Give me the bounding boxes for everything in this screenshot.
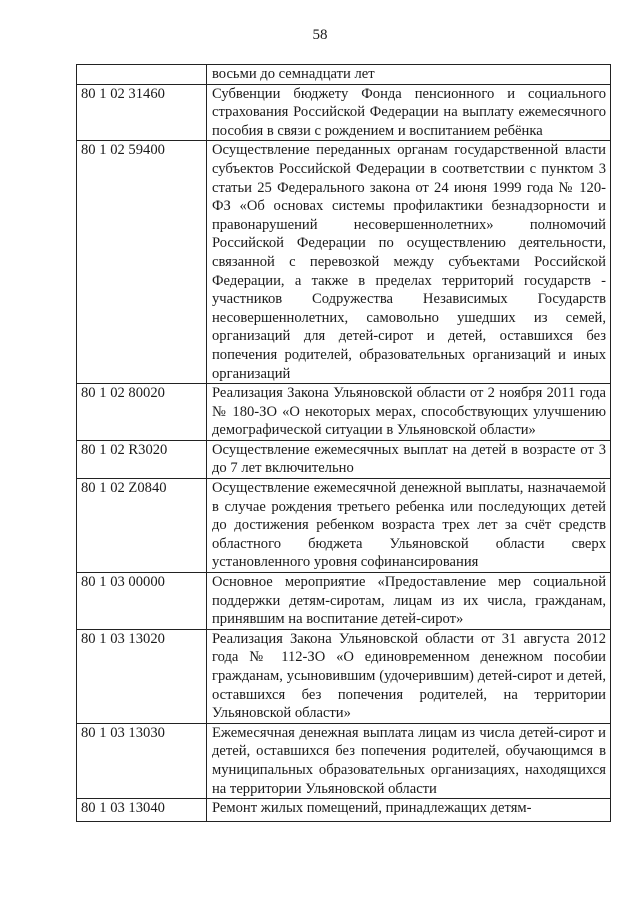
page-number: 58 [312,27,328,43]
budget-code: 80 1 03 13030 [77,723,207,798]
table-row [77,65,611,85]
budget-code: 80 1 02 59400 [77,141,207,384]
table-row [77,723,611,798]
budget-description: Основное мероприятие «Предоставление мер социальной поддержки детям-сиротам, лицам из их числа, гражданам, принявшим на воспитание детей-сирот» [207,573,611,630]
budget-description: Реализация Закона Ульяновской области от 31 августа 2012 года № 112-ЗО «О единовременном денежном пособии гражданам, усыновившим (удочерившим) детей-сирот и детей, оставшихся без попечения родителей, на территории Ульяновской области» [207,629,611,723]
budget-description: восьми до семнадцати лет [207,65,611,85]
budget-classification-table [76,64,611,822]
table-row [77,141,611,384]
table-row [77,84,611,141]
budget-description: Осуществление ежемесячных выплат на детей в возрасте от 3 до 7 лет включительно [207,440,611,478]
budget-code: 80 1 02 Z0840 [77,479,207,573]
table-row [77,573,611,630]
budget-description: Субвенции бюджету Фонда пенсионного и социального страхования Российской Федерации на выплату ежемесячного пособия в связи с рождением и воспитанием ребёнка [207,84,611,141]
budget-code: 80 1 02 31460 [77,84,207,141]
budget-description: Осуществление ежемесячной денежной выплаты, назначаемой в случае рождения третьего ребенка или последующих детей до достижения ребенком возраста трех лет за счёт средств областного бюджета Ульяновской области сверх установленного уровня софинансирования [207,479,611,573]
budget-description: Ежемесячная денежная выплата лицам из числа детей-сирот и детей, оставшихся без попечения родителей, обучающимся в муниципальных образовательных организациях, находящихся на территории Ульяновской области [207,723,611,798]
budget-code: 80 1 02 80020 [77,384,207,441]
table-row [77,629,611,723]
budget-code: 80 1 02 R3020 [77,440,207,478]
table-row [77,384,611,441]
budget-description: Реализация Закона Ульяновской области от 2 ноября 2011 года № 180-ЗО «О некоторых мерах, способствующих улучшению демографической ситуации в Ульяновской области» [207,384,611,441]
budget-code: 80 1 03 13020 [77,629,207,723]
budget-description: Ремонт жилых помещений, принадлежащих детям- [207,799,611,822]
budget-code [77,65,207,85]
table-row [77,799,611,822]
table-row [77,479,611,573]
budget-code: 80 1 03 13040 [77,799,207,822]
budget-code: 80 1 03 00000 [77,573,207,630]
table-row [77,440,611,478]
budget-description: Осуществление переданных органам государственной власти субъектов Российской Федерации в соответствии с пунктом 3 статьи 25 Федерального закона от 24 июня 1999 года № 120-ФЗ «Об основах системы профилактики безнадзорности и правонарушений несовершеннолетних» полномочий Российской Федерации по осуществлению деятельности, связанной с перевозкой между субъектами Российской Федерации, а также в пределах территорий государств - участников Содружества Независимых Государств несовершеннолетних, самовольно ушедших из семей, организаций для детей-сирот и детей, оставшихся без попечения родителей, образовательных организаций и иных организаций [207,141,611,384]
